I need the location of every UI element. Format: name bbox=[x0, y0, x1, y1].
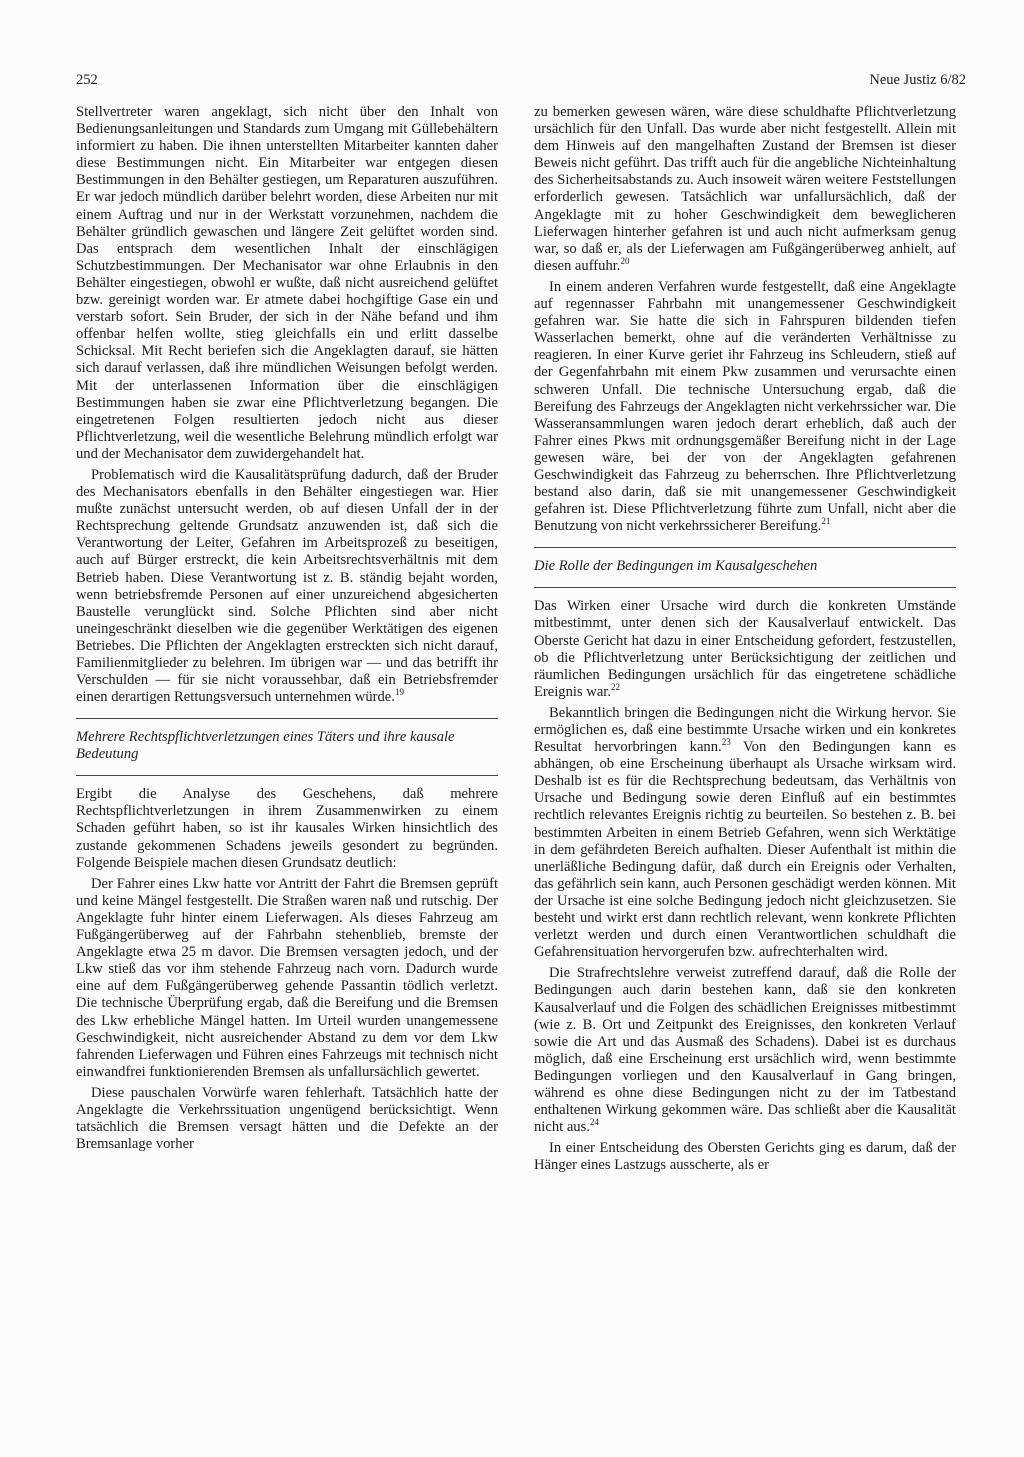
paragraph bbox=[76, 467, 498, 706]
paragraph bbox=[534, 965, 956, 1136]
paragraph-text: zu bemerken gewesen wären, wäre diese schuldhafte Pflichtverletzung ursächlich für den Unfall. Das wurde aber nicht festgestellt. Allein mit dem Hinweis auf den mangelhaften Zustand der Bremsen ist dieser Beweis nicht geführt. Das trifft auch für die angebliche Nichteinhaltung des Sicherheitsabstands zu. Auch insoweit wären weitere Feststellungen erforderlich gewesen. Tatsächlich war unfallursächlich, daß der Angeklagte mit zu hoher Geschwindigkeit dem beweglicheren Lieferwagen hinterher gefahren ist und auch nicht aufmerksam genug war, so daß er, als der Lieferwagen am Fußgängerüberweg anhielt, auf diesen auffuhr. bbox=[534, 104, 956, 274]
section-divider bbox=[76, 775, 498, 776]
paragraph: Ergibt die Analyse des Geschehens, daß mehrere Rechtspflichtverletzungen in ihrem Zusammenwirken zu einem Schaden geführt haben, so ist ihr kausales Wirken hinsichtlich des zustande gekommenen Schadens jeweils gesondert zu begründen. Folgende Beispiele machen diesen Grundsatz deutlich: bbox=[76, 786, 498, 871]
footnote-marker: 24 bbox=[589, 1117, 599, 1128]
footnote-marker: 21 bbox=[821, 516, 831, 527]
paragraph: Stellvertreter waren angeklagt, sich nicht über den Inhalt von Bedienungsanleitungen und Standards zum Umgang mit Güllebehältern informiert zu haben. Die ihnen unterstellten Mitarbeiter kannten daher diese Bestimmungen nicht. Ein Mitarbeiter war entgegen diesen Bestimmungen in den Behälter gestiegen, um Reparaturen auszuführen. Er war jedoch mündlich darüber belehrt worden, diese Arbeiten nur mit einem Auftrag und nur in der Werkstatt vorzunehmen, nachdem die Behälter gründlich gewaschen und längere Zeit gelüftet worden sind. Das entsprach dem wesentlichen Inhalt der einschlägigen Schutzbestimmungen. Der Mechanisator war ohne Erlaubnis in den Behälter eingestiegen, obwohl er wußte, daß nicht ausreichend gelüftet bzw. gereinigt worden war. Er atmete dabei hochgiftige Gase ein und verstarb sofort. Sein Bruder, der sich in der Nähe befand und ihm offenbar helfen wollte, stieg gleichfalls ein und erlitt dasselbe Schicksal. Mit Recht beriefen sich die Angeklagten darauf, sie hätten sich darauf verlassen, daß ihre mündlichen Weisungen befolgt werden. Mit der unterlassenen Information über die einschlägigen Bestimmungen haben sie zwar eine Pflichtverletzung begangen. Die eingetretenen Folgen resultierten jedoch nicht aus dieser Pflichtverletzung, weil die wesentliche Belehrung mündlich erfolgt war und der Mechanisator dem zuwidergehandelt hat. bbox=[76, 104, 498, 462]
paragraph-text: Das Wirken einer Ursache wird durch die konkreten Umstände mitbestimmt, unter denen sich der Kausalverlauf entwickelt. Das Oberste Gericht hat dazu in einer Entscheidung gefordert, festzustellen, ob die Pflichtverletzung unter Berücksichtigung der zeitlichen und räumlichen Bedingungen ursächlich für das eingetretene schädliche Ereignis war. bbox=[534, 598, 956, 700]
paragraph-text: In einem anderen Verfahren wurde festgestellt, daß eine Angeklagte auf regennasser Fahrbahn mit unangemessener Geschwindigkeit gefahren war. Sie hatte die sich in Fahrspuren bildenden tiefen Wasserlachen bemerkt, ohne auf die veränderten Verhältnisse zu reagieren. In einer Kurve geriet ihr Fahrzeug ins Schleudern, stieß auf der Gegenfahrbahn mit einem Pkw zusammen und verursachte einen schweren Unfall. Die technische Untersuchung ergab, daß die Bereifung des Fahrzeugs der Angeklagten nicht verkehrssicher war. Die Wasseransammlungen waren jedoch derart erheblich, daß auch der Fahrer eines Pkws mit ordnungsgemäßer Bereifung nicht in der Lage gewesen wäre, bei der von der Angeklagten gefahrenen Geschwindigkeit das Fahrzeug zu beherrschen. Ihre Pflichtverletzung bestand also darin, daß sie mit unangemessener Geschwindigkeit gefahren ist. Diese Pflichtverletzung führte zum Unfall, nicht aber die Benutzung von nicht verkehrssicherer Bereifung. bbox=[534, 278, 956, 535]
paragraph: Der Fahrer eines Lkw hatte vor Antritt der Fahrt die Bremsen geprüft und keine Mängel festgestellt. Die Straßen waren naß und rutschig. Der Angeklagte fuhr hinter einem Lieferwagen. Als dieses Fahrzeug am Fußgängerüberweg auf der Fahrbahn stehenblieb, bremste der Angeklagte etwa 25 m davor. Die Bremsen versagten jedoch, und der Lkw stieß das vor ihm stehende Fahrzeug nach vorn. Dadurch wurde eine auf dem Fußgängerüberweg gehende Passantin tödlich verletzt. Die technische Überprüfung ergab, daß die Bereifung und die Bremsen des Lkw erhebliche Mängel hatten. Im Urteil wurden unangemessene Geschwindigkeit, nicht ausreichender Abstand zu dem vor dem Lkw fahrenden Lieferwagen und Führen eines Fahrzeugs mit technisch nicht einwandfrei funktionierenden Bremsen als unfallursächlich gewertet. bbox=[76, 875, 498, 1080]
paragraph-text: Von den Bedingungen kann es abhängen, ob eine Erscheinung überhaupt als Ursache wirksam wird. Deshalb ist es für die Rechtsprechung bedeutsam, das Verhältnis von Ursache und Bedingung sowie deren Einfluß auf ein bestimmtes rechtlich relevantes Ereignis richtig zu beurteilen. So bestehen z. B. bei bestimmten Arbeiten in einem Betrieb Gefahren, wenn sich Werktätige in dem gefährdeten Bereich aufhalten. Dieser Aufenthalt ist mithin die unerläßliche Bedingung dafür, daß durch ein Ereignis oder Verhalten, das gefährlich sein kann, auch Personen geschädigt werden können. Mit der Ursache ist eine solche Bedingung jedoch nicht gleichzusetzen. Sie besteht und wirkt erst dann rechtlich relevant, wenn konkrete Pflichten verletzt werden und durch einen Verantwortlichen schuldhaft die Gefahrensituation hervorgerufen bzw. aufrechterhalten wird. bbox=[534, 739, 956, 961]
footnote-marker: 23 bbox=[721, 737, 731, 748]
paragraph-text: Problematisch wird die Kausalitätsprüfung dadurch, daß der Bruder des Mechanisators ebenfalls in den Behälter eingestiegen war. Hier mußte zunächst untersucht werden, ob auf diesen Unfall der in der Rechtsprechung geltende Grundsatz anzuwenden ist, daß sich die Verantwortung der Leiter, Gefahren im Arbeitsprozeß zu beseitigen, auch auf Bürger erstreckt, die kein Arbeitsrechtsverhältnis mit dem Betrieb haben. Diese Verantwortung ist z. B. ständig bejaht worden, wenn betriebsfremde Personen auf einer unzureichend abgesicherten Baustelle verunglückt sind. Solche Pflichten sind aber nicht uneingeschränkt dieselben wie die gegenüber Werktätigen des eigenen Betriebes. Die Pflichten der Angeklagten erstreckten sich nicht darauf, Familienmitglieder zu belehren. Im übrigen war — und das betrifft ihr Verschulden — für sie nicht voraussehbar, daß ein Betriebsfremder einen derartigen Rettungsversuch unternehmen würde. bbox=[76, 466, 498, 706]
section-divider bbox=[534, 547, 956, 548]
paragraph bbox=[534, 705, 956, 961]
footnote-marker: 22 bbox=[611, 681, 621, 692]
paragraph: Diese pauschalen Vorwürfe waren fehlerhaft. Tatsächlich hatte der Angeklagte die Verkehrssituation ungenügend berücksichtigt. Wenn tatsächlich die Bremsen versagt hätten und die Defekte an der Bremsanlage vorher bbox=[76, 1084, 498, 1153]
paragraph bbox=[534, 279, 956, 535]
section-heading: Mehrere Rechtspflichtverletzungen eines Täters und ihre kausale Bedeutung bbox=[76, 729, 455, 763]
right-column bbox=[534, 104, 956, 1178]
paragraph bbox=[534, 104, 956, 275]
section-divider bbox=[534, 587, 956, 588]
paragraph bbox=[534, 598, 956, 701]
page-number: 252 bbox=[76, 72, 98, 88]
footnote-marker: 20 bbox=[620, 255, 630, 266]
section-heading: Die Rolle der Bedingungen im Kausalgeschehen bbox=[534, 558, 818, 575]
section-divider bbox=[76, 718, 498, 719]
paragraph-text: Bekanntlich bringen die Bedingungen nicht die Wirkung hervor. Sie ermöglichen es, daß eine bestimmte Ursache wirken und ein konkretes Resultat hervorbringen kann. bbox=[534, 704, 956, 756]
paragraph-text: Die Strafrechtslehre verweist zutreffend darauf, daß die Rolle der Bedingungen auch darin bestehen kann, daß sie den konkreten Kausalverlauf und die Folgen des schädlichen Ereignisses mitbestimmt (wie z. B. Ort und Zeitpunkt des Ereignisses, den konkreten Verlauf sowie die Art und das Ausmaß des Schadens). Dabei ist es durchaus möglich, daß eine Erscheinung erst ursächlich wird, wenn bestimmte Bedingungen vorliegen und den Kausalverlauf in Gang bringen, während es ohne diese Bedingungen nicht zu der im Tatbestand enthaltenen Wirkung gekommen wäre. Das schließt aber die Kausalität nicht aus. bbox=[534, 965, 956, 1136]
left-column bbox=[76, 104, 498, 1157]
footnote-marker: 19 bbox=[394, 687, 404, 698]
journal-reference: Neue Justiz 6/82 bbox=[869, 72, 966, 88]
paragraph: In einer Entscheidung des Obersten Gerichts ging es darum, daß der Hänger eines Lastzugs ausscherte, als er bbox=[534, 1140, 956, 1174]
